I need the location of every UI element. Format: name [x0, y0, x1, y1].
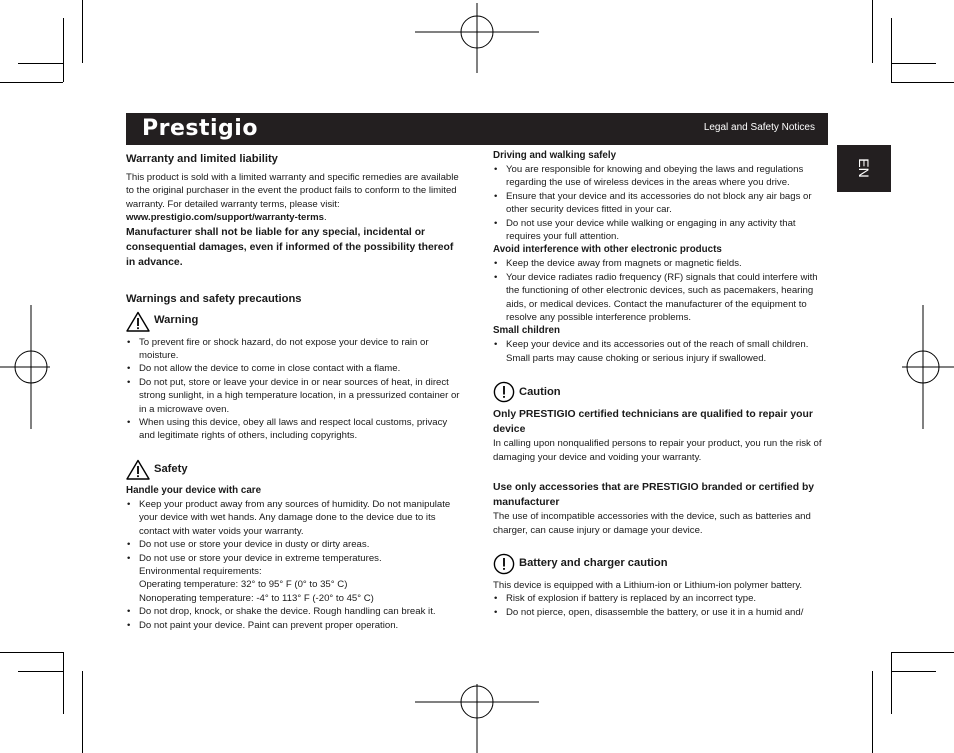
- caution-heading: [493, 381, 830, 403]
- handle-care-heading: Handle your device with care: [126, 484, 262, 496]
- repair-heading: Only PRESTIGIO certified technicians are qualified to repair your device: [493, 409, 813, 436]
- registration-mark: [0, 305, 50, 429]
- list-item: • Keep your product away from any sources of humidity. Do not manipulate your device with wet hands. Any damage done to the device due to its contact with water voids your warranty.: [126, 498, 461, 538]
- driving-heading: Driving and walking safely: [493, 150, 617, 161]
- safety-label: Safety: [154, 462, 188, 475]
- crop-mark: [872, 0, 873, 63]
- crop-mark: [891, 82, 954, 83]
- crop-mark: [891, 652, 954, 653]
- crop-mark: [18, 671, 63, 672]
- list-item: • Do not drop, knock, or shake the device. Rough handling can break it.: [126, 605, 461, 618]
- language-label: EN: [856, 158, 872, 178]
- warning-heading: [126, 311, 461, 332]
- list-item: • Risk of explosion if battery is replaced by an incorrect type.: [493, 592, 830, 605]
- registration-mark: [415, 3, 539, 73]
- accessories-text: The use of incompatible accessories with the device, such as batteries and charger, can cause injury or damage your device.: [493, 511, 811, 536]
- crop-mark: [0, 82, 63, 83]
- warning-triangle-icon: [126, 459, 150, 480]
- exclamation-circle-icon: [493, 381, 515, 403]
- crop-mark: [872, 671, 873, 753]
- crop-mark: [18, 63, 63, 64]
- list-item: • Do not pierce, open, disassemble the battery, or use it in a humid and/: [493, 606, 830, 619]
- precautions-heading: Warnings and safety precautions: [126, 292, 302, 305]
- battery-label: Battery and charger caution: [519, 557, 668, 570]
- list-item: • Do not allow the device to come in close contact with a flame.: [126, 362, 461, 375]
- warning-list: [126, 336, 461, 443]
- crop-mark: [82, 0, 83, 63]
- registration-mark: [415, 684, 539, 753]
- list-item: • Keep the device away from magnets or magnetic fields.: [493, 257, 830, 270]
- warranty-heading: Warranty and limited liability: [126, 153, 278, 165]
- warranty-link[interactable]: www.prestigio.com/support/warranty-terms: [126, 212, 324, 224]
- list-item: • Do not put, store or leave your device in or near sources of heat, in direct strong sunlight, in a high temperature location, in a pressurized container or in a microwave oven.: [126, 376, 461, 416]
- battery-text: This device is equipped with a Lithium-ion or Lithium-ion polymer battery.: [493, 579, 803, 591]
- children-list: [493, 338, 830, 365]
- list-item: • Do not use your device while walking or engaging in any activity that requires your full attention.: [493, 217, 830, 244]
- crop-mark: [891, 18, 892, 82]
- list-item: • Do not paint your device. Paint can prevent proper operation.: [126, 619, 461, 632]
- left-column: [126, 152, 461, 632]
- children-heading: Small children: [493, 325, 560, 337]
- driving-list: [493, 163, 830, 243]
- interference-heading: Avoid interference with other electronic products: [493, 244, 722, 256]
- liability-disclaimer: Manufacturer shall not be liable for any special, incidental or consequential damages, even if informed of the possibility thereof in advance.: [126, 226, 454, 268]
- warning-label: Warning: [154, 314, 199, 327]
- list-item: • You are responsible for knowing and obeying the laws and regulations regarding the use of wireless devices in the areas where you drive.: [493, 163, 830, 190]
- crop-mark: [891, 652, 892, 714]
- warning-triangle-icon: [126, 311, 150, 332]
- list-item: • Ensure that your device and its accessories do not block any air bags or other security devices fitted in your car.: [493, 190, 830, 217]
- right-column: [493, 149, 830, 619]
- list-item: • When using this device, obey all laws and respect local customs, privacy and legitimate rights of others, including copyrights.: [126, 416, 461, 443]
- caution-label: Caution: [519, 385, 561, 398]
- safety-heading: [126, 459, 461, 480]
- crop-mark: [63, 652, 64, 714]
- crop-mark: [891, 63, 936, 64]
- prestigio-logo: Prestigio: [142, 116, 258, 141]
- crop-mark: [63, 18, 64, 82]
- list-item: • Do not use or store your device in extreme temperatures. Environmental requirements: Operating temperature: 32° to 95° F (0° to 35° C) Nonoperating temperature: -4° to 113° F (-20° to 45° C): [126, 552, 461, 606]
- crop-mark: [891, 671, 936, 672]
- repair-text: In calling upon nonqualified persons to repair your product, you run the risk of damaging your device and voiding your warranty.: [493, 438, 822, 463]
- page-header: [126, 113, 828, 145]
- language-tab: [837, 145, 891, 192]
- exclamation-circle-icon: [493, 553, 515, 575]
- registration-mark: [902, 305, 954, 429]
- warranty-text: This product is sold with a limited warranty and specific remedies are available to the original purchaser in the event the product fails to conform to the limited warranty. For detailed warranty terms, please visit: www.prestigio.com/support/warranty-terms.: [126, 172, 459, 224]
- list-item: • Do not use or store your device in dusty or dirty areas.: [126, 538, 461, 551]
- accessories-heading: Use only accessories that are PRESTIGIO branded or certified by manufacturer: [493, 482, 815, 509]
- battery-list: [493, 592, 830, 619]
- battery-heading: [493, 553, 830, 575]
- interference-list: [493, 257, 830, 324]
- section-title: Legal and Safety Notices: [703, 122, 815, 133]
- list-item: • Keep your device and its accessories out of the reach of small children. Small parts may cause choking or serious injury if swallowed.: [493, 338, 830, 365]
- handle-care-list: [126, 498, 461, 632]
- crop-mark: [0, 652, 63, 653]
- list-item: • To prevent fire or shock hazard, do not expose your device to rain or moisture.: [126, 336, 461, 363]
- crop-mark: [82, 671, 83, 753]
- list-item: • Your device radiates radio frequency (RF) signals that could interfere with the functioning of other electronic devices, such as pacemakers, hearing aids, or medical devices. Contact the manufacturer of the equipment to resolve any possible interference problems.: [493, 271, 830, 325]
